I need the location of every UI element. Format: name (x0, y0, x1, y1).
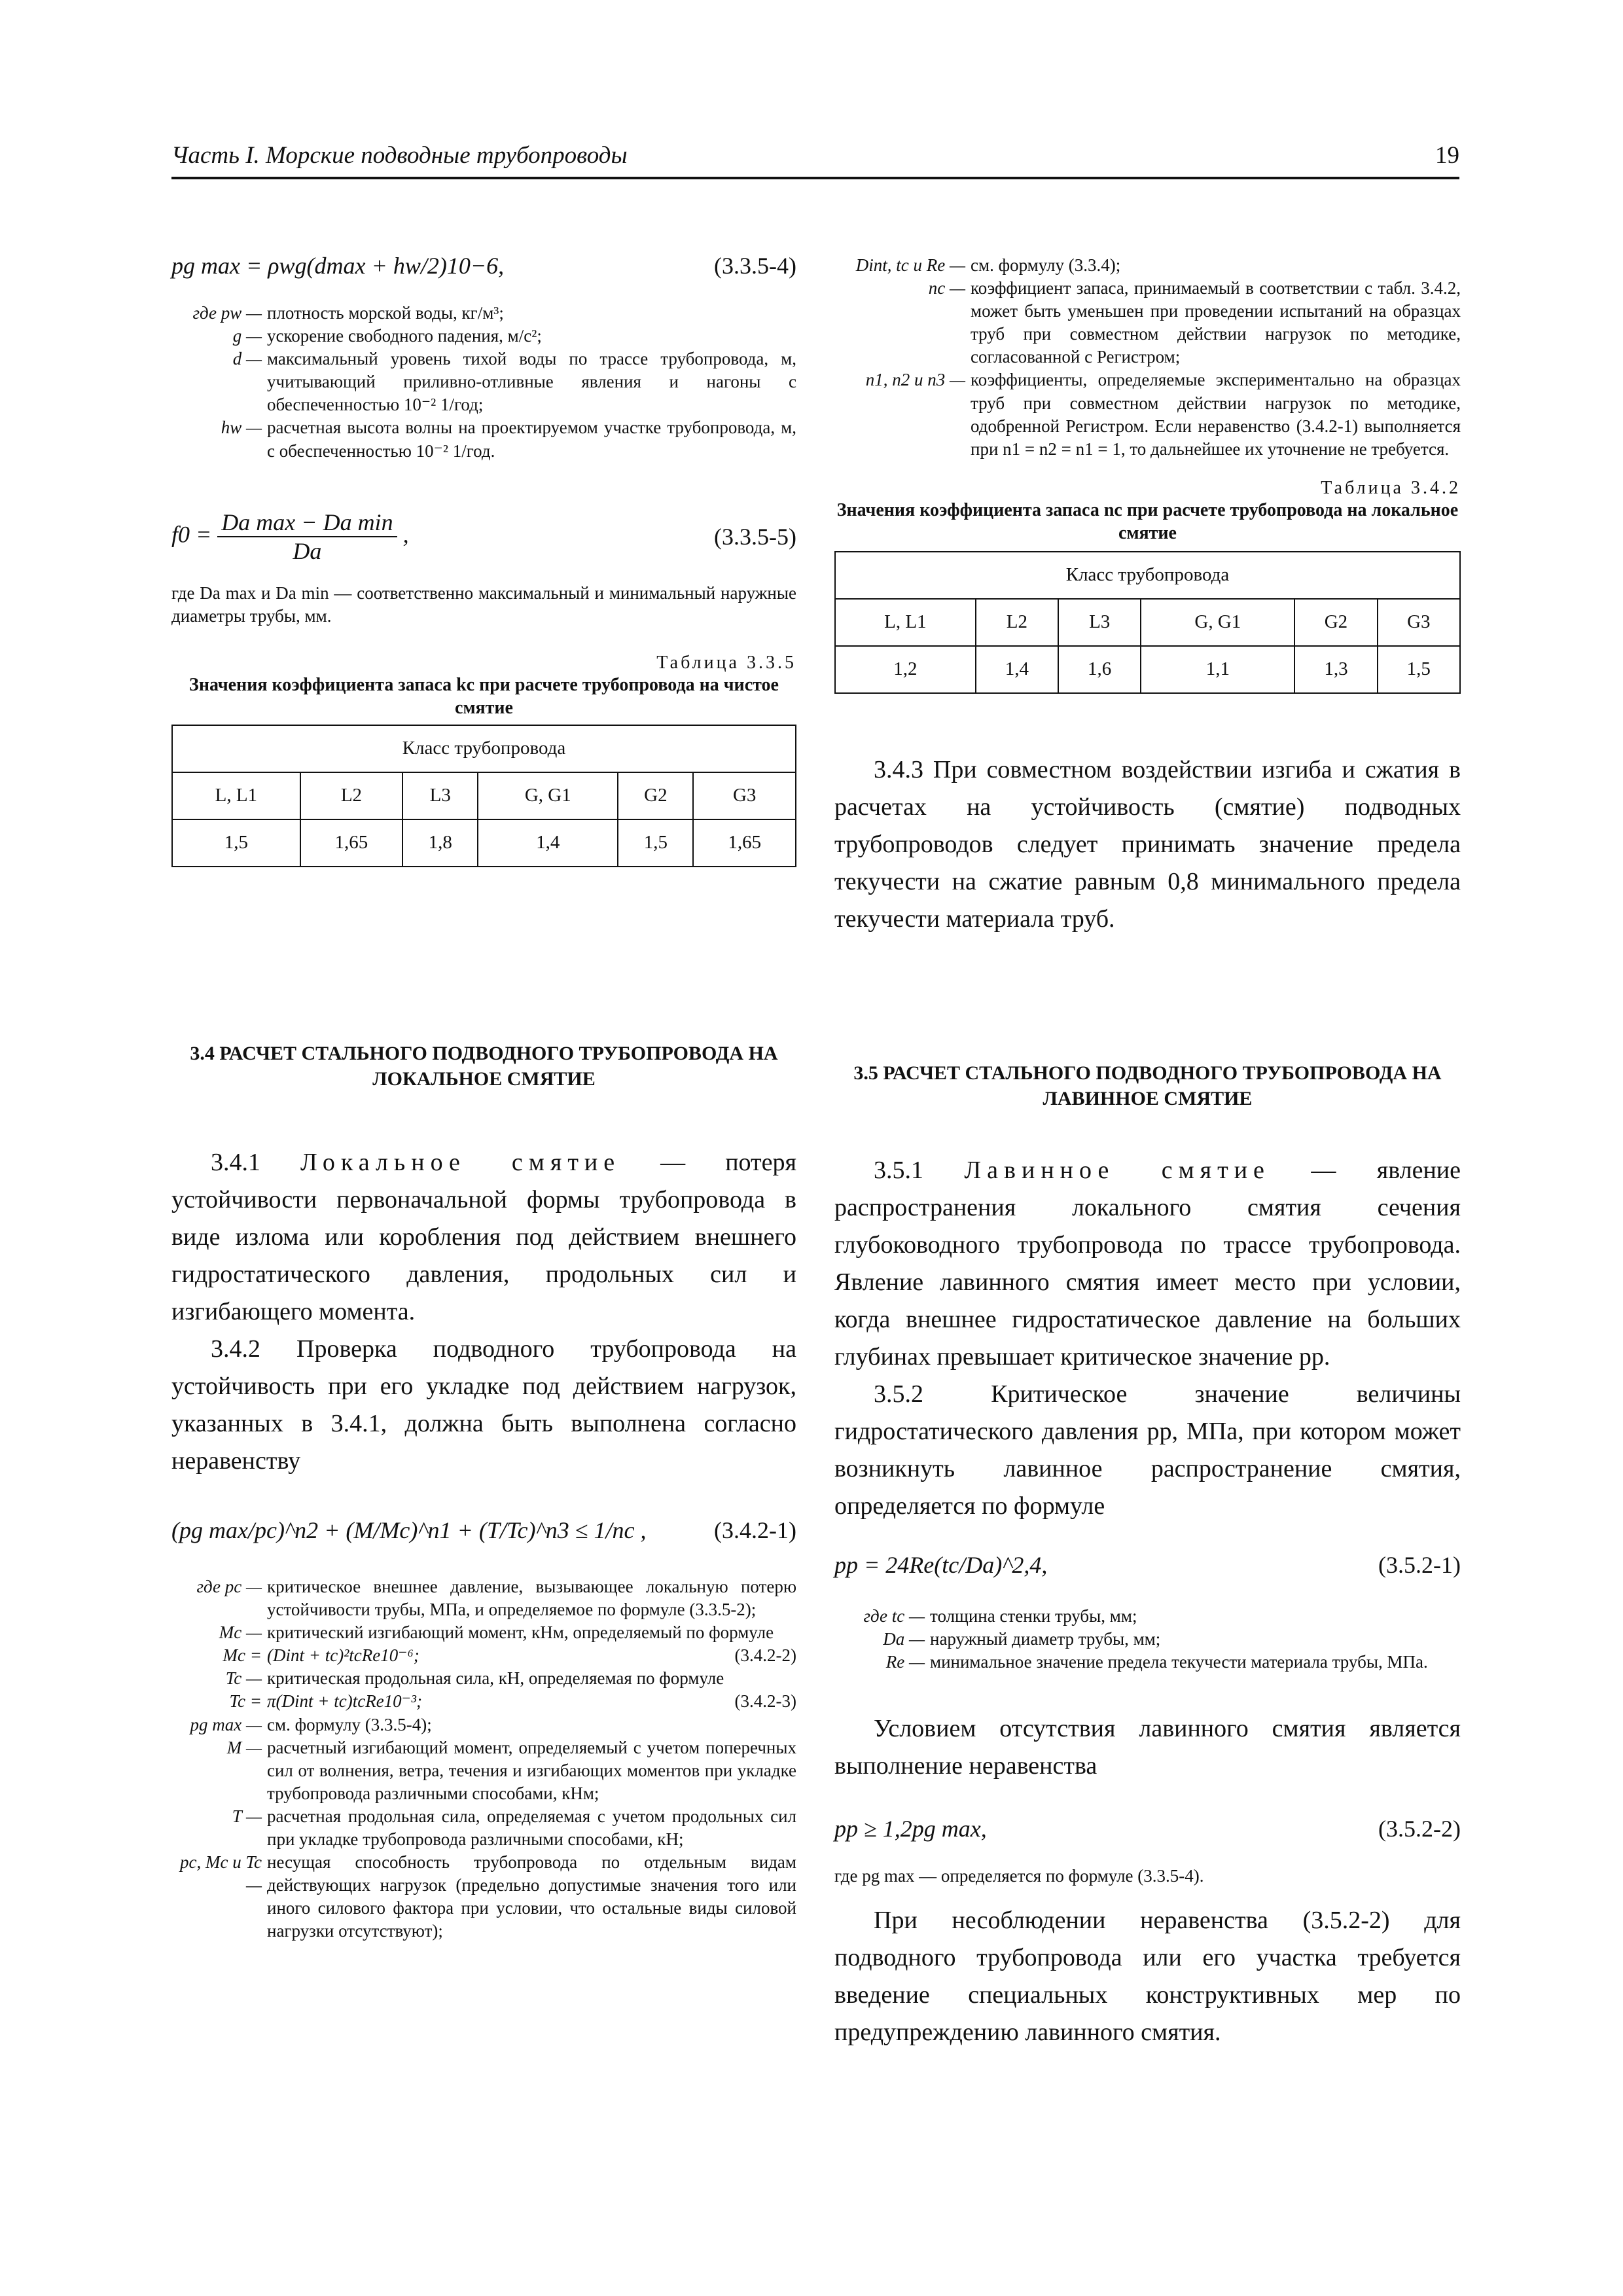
definition-row: Mc — критический изгибающий момент, кНм, определяемый по формуле (219, 1623, 774, 1643)
definition-row: Mc = (Dint + tc)²tcRe10⁻⁶; (3.4.2-2) (223, 1645, 796, 1666)
definition-row: M — расчетный изгибающий момент, определяемый с учетом поперечных сил от волнения, ветра, течения и изгибающих моментов при укладке трубопровода различными способами, кНм; (226, 1737, 796, 1803)
section-heading-3-4: 3.4 РАСЧЕТ СТАЛЬНОГО ПОДВОДНОГО ТРУБОПРОВОДА НА ЛОКАЛЬНОЕ СМЯТИЕ (190, 1043, 778, 1090)
table-header-cell: L3 (1058, 599, 1141, 646)
definition-row: hw — расчетная высота волны на проектируемом участке трубопровода, м, с обеспеченностью 10⁻² 1/год. (221, 418, 796, 461)
definition-row: nc — коэффициент запаса, принимаемый в соответствии с табл. 3.4.2, может быть уменьшен при проведении испытаний на образцах труб при совместном действии нагрузок по методике, согласованной с Регистром; (928, 278, 1461, 367)
formula-expression: pp = 24Re(tc/Da)^2,4, (834, 1552, 1048, 1578)
definitions-text: где Da max и Da min — соответственно максимальный и минимальный наружные диаметры трубы, мм. (171, 583, 796, 626)
definition-row: Dint, tc и Re — см. формулу (3.3.4); (855, 255, 1121, 275)
table-cell: 1,1 (1141, 646, 1294, 693)
formula-3-4-2-1 (171, 1516, 796, 1544)
definition-row: где pc — критическое внешнее давление, вызывающее локальную потерю устойчивости трубы, МПа, и определяемое по формуле (3.3.5-2); (196, 1577, 796, 1620)
definitions-list (171, 1575, 796, 1943)
table-caption-cell: Класс трубопровода (835, 552, 1460, 599)
table-cell: 1,6 (1058, 646, 1141, 693)
table-cell: 1,8 (402, 819, 478, 867)
table-header-cell: G3 (1378, 599, 1460, 646)
paragraph-3-4-3: 3.4.3 При совместном воздействии изгиба и сжатия в расчетах на устойчивость (смятие) подводных трубопроводов следует принимать значение предела текучести на сжатие равным 0,8 минимального предела текучести материала труб. (834, 755, 1461, 933)
definition-row: d — максимальный уровень тихой воды по трассе трубопровода, м, учитывающий приливно-отливные явления и нагоны с обеспеченностью 10⁻² 1/год; (232, 349, 796, 415)
formula-expression: pg max = ρwg(dmax + hw/2)10−6, (171, 253, 505, 279)
coefficient-table-3-3-5 (171, 725, 796, 867)
table-row (835, 646, 1460, 693)
formula-3-5-2-1 (834, 1551, 1461, 1579)
formula-expression: (pg max/pc)^n2 + (M/Mc)^n1 + (T/Tc)^n3 ≤ 1/nc , (171, 1517, 647, 1543)
formula-expression: pp ≥ 1,2pg max, (834, 1816, 987, 1842)
formula-number: (3.3.5-5) (714, 523, 796, 550)
coefficient-table-3-4-2 (834, 551, 1461, 694)
formula-number: (3.3.5-4) (714, 253, 796, 279)
table-header-cell: L3 (402, 772, 478, 819)
paragraph-3-4-2: 3.4.2 Проверка подводного трубопровода на устойчивость при его укладке под действием нагрузок, указанных в 3.4.1, должна быть выполнена согласно неравенству (171, 1335, 796, 1475)
table-label: Таблица 3.3.5 (656, 652, 796, 673)
table-header-cell: L2 (976, 599, 1058, 646)
paragraph-3-4-1: 3.4.1 Локальное смятие — потеря устойчивости первоначальной формы трубопровода в виде излома или коробления под действием внешнего гидростатического давления, продольных сил и изгибающего момента. (171, 1149, 796, 1325)
table-cell: 1,3 (1294, 646, 1377, 693)
table-caption-cell: Класс трубопровода (172, 725, 796, 772)
table-title: Значения коэффициента запаса nc при расчете трубопровода на локальное смятие (836, 499, 1459, 543)
paragraph-3-5-1: 3.5.1 Лавинное смятие — явление распространения локального смятия сечения глубоководного трубопровода по трассе трубопровода. Явление лавинного смятия имеет место при условии, когда внешнее гидростатическое давление на больших глубинах превышает критическое значение pp. (834, 1157, 1461, 1371)
definition-row: где tc — толщина стенки трубы, мм; (863, 1606, 1137, 1626)
fraction: $\frac{\text{Da max − Da min}}{Da}$ (217, 509, 397, 565)
formula-number: (3.5.2-2) (1378, 1816, 1461, 1842)
definitions-list (834, 254, 1461, 461)
definition-row: где pw — плотность морской воды, кг/м³; (192, 303, 504, 323)
table-cell: 1,65 (693, 819, 796, 867)
table-cell: 1,5 (172, 819, 300, 867)
left-column (171, 252, 796, 867)
table-header-cell: G3 (693, 772, 796, 819)
table-cell: 1,4 (976, 646, 1058, 693)
table-row (172, 725, 796, 772)
definition-row: T — расчетная продольная сила, определяемая с учетом продольных сил при укладке трубопровода различными способами, кН; (232, 1806, 796, 1850)
formula-3-3-5-5 (171, 509, 796, 565)
definitions-list (834, 1605, 1461, 1674)
running-header-title: Часть I. Морские подводные трубопроводы (171, 142, 628, 169)
right-column-lower (834, 1060, 1461, 2051)
section-heading-3-5: 3.5 РАСЧЕТ СТАЛЬНОГО ПОДВОДНОГО ТРУБОПРОВОДА НА ЛАВИННОЕ СМЯТИЕ (853, 1062, 1442, 1109)
definition-row: pc, Mc и Tc — несущая способность трубопровода по отдельным видам действующих нагрузок (предельно допустимые значения того или иного силового фактора при условии, что остальные виды силовой нагрузки отсутствуют); (180, 1852, 796, 1941)
table-row (835, 552, 1460, 599)
table-header-cell: L2 (300, 772, 403, 819)
table-header-cell: L, L1 (172, 772, 300, 819)
definition-row: g — ускорение свободного падения, м/с²; (232, 326, 542, 346)
table-row (835, 599, 1460, 646)
formula-3-3-5-4 (171, 252, 796, 279)
formula-expression: f0 = $\frac{\text{Da max − Da min}}{Da}$ , (171, 509, 409, 564)
definition-row: Re — минимальное значение предела текучести материала трубы, МПа. (885, 1652, 1428, 1672)
table-cell: 1,2 (835, 646, 976, 693)
definition-row: pg max — см. формулу (3.3.5-4); (190, 1714, 432, 1734)
definition-row: Tc = π(Dint + tc)tcRe10⁻³; (3.4.2-3) (229, 1691, 796, 1712)
formula-number: (3.5.2-1) (1378, 1552, 1461, 1578)
table-row (172, 819, 796, 867)
table-header-cell: G2 (1294, 599, 1377, 646)
table-header-cell: L, L1 (835, 599, 976, 646)
table-header-cell: G, G1 (1141, 599, 1294, 646)
definitions-text: где pg max — определяется по формуле (3.3.5-4). (834, 1866, 1204, 1886)
table-title: Значения коэффициента запаса kc при расчете трубопровода на чистое смятие (189, 674, 779, 718)
definition-row: Da — наружный диаметр трубы, мм; (883, 1629, 1161, 1649)
table-cell: 1,4 (478, 819, 618, 867)
left-column-lower (171, 1041, 796, 1943)
page-number: 19 (1435, 142, 1459, 169)
formula-3-5-2-2 (834, 1815, 1461, 1842)
table-row (172, 772, 796, 819)
definitions-list (171, 302, 796, 463)
paragraph-condition: Условием отсутствия лавинного смятия является выполнение неравенства (834, 1715, 1461, 1780)
table-cell: 1,5 (1378, 646, 1460, 693)
table-cell: 1,5 (618, 819, 693, 867)
table-header-cell: G2 (618, 772, 693, 819)
definition-row: n1, n2 и n3 — коэффициенты, определяемые экспериментально на образцах труб при совместном действии нагрузок по методике, одобренной Регистром. Если неравенство (3.4.2-1) выполняется при n1 = n2 = n1 = 1, то дальнейшее их уточнение не требуется. (865, 370, 1461, 459)
right-column (834, 254, 1461, 938)
header-rule (171, 177, 1459, 179)
definition-row: Tc — критическая продольная сила, кН, определяемая по формуле (225, 1668, 724, 1689)
paragraph-final: При несоблюдении неравенства (3.5.2-2) для подводного трубопровода или его участка требуется введение специальных конструктивных мер по предупреждению лавинного смятия. (834, 1907, 1461, 2047)
table-header-cell: G, G1 (478, 772, 618, 819)
table-label: Таблица 3.4.2 (1321, 477, 1461, 498)
formula-number: (3.4.2-1) (714, 1517, 796, 1543)
paragraph-3-5-2: 3.5.2 Критическое значение величины гидростатического давления pp, МПа, при котором может возникнуть лавинное распространение смятия, определяется по формуле (834, 1380, 1461, 1520)
table-cell: 1,65 (300, 819, 403, 867)
